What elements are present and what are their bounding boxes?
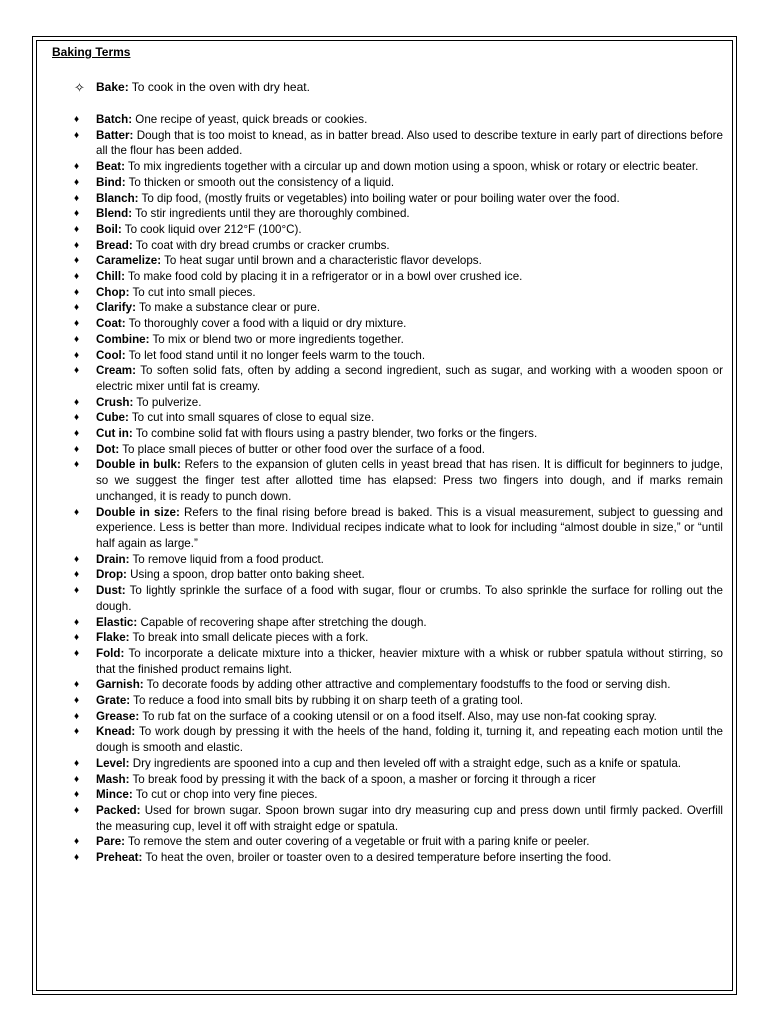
term-entry — [96, 206, 723, 222]
term-name: Cut in: — [96, 427, 133, 441]
term-definition: To incorporate a delicate mixture into a thicker, heavier mixture with a whisk or rubber spatula without stirring, so that the finished product remains light. — [96, 646, 723, 676]
diamond-bullet-icon: ♦ — [74, 726, 80, 738]
diamond-bullet-icon: ♦ — [74, 333, 80, 345]
term-definition: To cut into small squares of close to equal size. — [128, 411, 375, 425]
term-item — [74, 615, 723, 631]
term-name: Cube: — [96, 411, 129, 425]
diamond-bullet-icon: ♦ — [74, 412, 80, 424]
term-definition: Using a spoon, drop batter onto baking sheet. — [126, 568, 365, 582]
term-name: Crush: — [96, 395, 134, 409]
diamond-bullet-icon: ♦ — [74, 428, 80, 440]
term-name: Elastic: — [96, 615, 138, 629]
term-name: Caramelize: — [96, 254, 162, 268]
term-definition: To cook in the oven with dry heat. — [128, 80, 310, 94]
term-entry — [96, 363, 723, 394]
diamond-bullet-icon: ♦ — [74, 286, 80, 298]
term-item — [74, 724, 723, 755]
term-definition: To coat with dry bread crumbs or cracker crumbs. — [132, 238, 390, 252]
term-name: Combine: — [96, 332, 150, 346]
term-item — [74, 426, 723, 442]
term-name: Garnish: — [96, 678, 144, 692]
term-item — [74, 567, 723, 583]
term-name: Blend: — [96, 207, 133, 221]
term-entry — [96, 709, 723, 725]
term-item — [74, 363, 723, 394]
term-item — [74, 787, 723, 803]
term-definition: To heat sugar until brown and a characteristic flavor develops. — [161, 254, 482, 268]
term-definition: To cut into small pieces. — [129, 285, 256, 299]
term-name: Blanch: — [96, 191, 139, 205]
term-entry — [96, 175, 723, 191]
term-entry — [96, 834, 723, 850]
term-item — [74, 693, 723, 709]
term-definition: To dip food, (mostly fruits or vegetables) into boiling water or pour boiling water over the food. — [138, 191, 620, 205]
term-item — [74, 348, 723, 364]
term-name: Double in bulk: — [96, 458, 181, 472]
term-entry — [96, 395, 723, 411]
diamond-bullet-icon: ♦ — [74, 176, 80, 188]
term-definition: To remove liquid from a food product. — [129, 552, 324, 566]
term-item — [74, 316, 723, 332]
term-list — [74, 112, 723, 866]
diamond-bullet-icon: ♦ — [74, 459, 80, 471]
term-name: Grate: — [96, 694, 131, 708]
diamond-bullet-icon: ♦ — [74, 852, 80, 864]
diamond-bullet-icon: ♦ — [74, 553, 80, 565]
term-item — [74, 850, 723, 866]
term-entry — [96, 505, 723, 552]
term-entry — [96, 332, 723, 348]
term-definition: To lightly sprinkle the surface of a food with sugar, flour or crumbs. To also sprinkle the surface for rolling out the dough. — [96, 584, 723, 613]
diamond-bullet-icon: ♦ — [74, 255, 80, 267]
term-definition: To decorate foods by adding other attractive and complementary foodstuffs to the food or serving dish. — [143, 678, 671, 692]
term-definition: To thicken or smooth out the consistency of a liquid. — [125, 175, 395, 189]
term-name: Preheat: — [96, 851, 143, 865]
diamond-bullet-icon: ♦ — [74, 129, 80, 141]
diamond-bullet-icon: ♦ — [74, 443, 80, 455]
term-entry — [96, 787, 723, 803]
term-item — [74, 395, 723, 411]
term-item — [74, 159, 723, 175]
term-name: Double in size: — [96, 505, 180, 519]
diamond-bullet-icon: ♦ — [74, 506, 80, 518]
diamond-bullet-icon: ♦ — [74, 569, 80, 581]
term-name: Grease: — [96, 709, 140, 723]
diamond-bullet-icon: ♦ — [74, 710, 80, 722]
term-definition: To make a substance clear or pure. — [135, 301, 321, 315]
term-entry — [96, 772, 723, 788]
term-name: Fold: — [96, 646, 125, 660]
diamond-bullet-icon: ♦ — [74, 365, 80, 377]
term-entry — [96, 191, 723, 207]
term-item — [74, 803, 723, 834]
term-item — [74, 630, 723, 646]
term-item-bake — [74, 80, 724, 96]
term-name: Drop: — [96, 568, 127, 582]
term-definition: Dry ingredients are spooned into a cup and then leveled off with a straight edge, such as a knife or spatula. — [129, 756, 681, 770]
diamond-bullet-icon: ♦ — [74, 616, 80, 628]
term-entry — [96, 803, 723, 834]
term-definition: To break into small delicate pieces with a fork. — [129, 631, 369, 645]
diamond-bullet-icon: ♦ — [74, 773, 80, 785]
diamond-bullet-icon: ♦ — [74, 836, 80, 848]
term-definition: To cook liquid over 212°F (100°C). — [121, 222, 302, 236]
term-item — [74, 191, 723, 207]
term-entry — [96, 457, 723, 504]
term-item — [74, 834, 723, 850]
diamond-bullet-icon: ♦ — [74, 804, 80, 816]
term-name: Cool: — [96, 348, 126, 362]
diamond-bullet-icon: ♦ — [74, 318, 80, 330]
term-entry — [96, 724, 723, 755]
term-item — [74, 410, 723, 426]
term-definition: To place small pieces of butter or other food over the surface of a food. — [119, 442, 486, 456]
term-item — [74, 206, 723, 222]
term-entry — [96, 112, 723, 128]
term-name: Bind: — [96, 175, 126, 189]
diamond-bullet-icon: ♦ — [74, 695, 80, 707]
term-item — [74, 756, 723, 772]
term-name: Knead: — [96, 725, 136, 739]
term-definition: To let food stand until it no longer feels warm to the touch. — [125, 348, 426, 362]
page-title: Baking Terms — [52, 45, 131, 59]
term-entry — [96, 442, 723, 458]
diamond-bullet-icon: ♦ — [74, 585, 80, 597]
term-name: Drain: — [96, 552, 130, 566]
term-name: Mash: — [96, 772, 130, 786]
term-definition: To pulverize. — [133, 395, 202, 409]
term-entry — [96, 128, 723, 159]
term-entry — [96, 850, 723, 866]
term-entry — [96, 159, 723, 175]
term-name: Mince: — [96, 788, 133, 802]
term-name: Clarify: — [96, 301, 136, 315]
term-entry — [96, 348, 723, 364]
term-entry — [96, 253, 723, 269]
term-definition: Used for brown sugar. Spoon brown sugar into dry measuring cup and press down until firmly packed. Overfill the measuring cup, level it off with straight edge or spatula. — [96, 803, 723, 833]
diamond-bullet-icon: ♦ — [74, 239, 80, 251]
term-definition: To reduce a food into small bits by rubbing it on sharp teeth of a grating tool. — [130, 694, 524, 708]
diamond-bullet-icon: ♦ — [74, 757, 80, 769]
term-name: Dust: — [96, 584, 126, 598]
term-entry — [96, 693, 723, 709]
term-item — [74, 128, 723, 159]
term-item — [74, 253, 723, 269]
term-entry — [96, 756, 723, 772]
term-item — [74, 269, 723, 285]
term-name: Dot: — [96, 442, 120, 456]
star-bullet-icon: ✧ — [74, 80, 85, 95]
term-definition: To rub fat on the surface of a cooking utensil or on a food itself. Also, may use non-fat cooking spray. — [139, 709, 657, 723]
term-item — [74, 505, 723, 552]
term-definition: To work dough by pressing it with the heels of the hand, folding it, turning it, and repeating each motion until the dough is smooth and elastic. — [96, 725, 723, 755]
term-name: Flake: — [96, 631, 130, 645]
term-item — [74, 238, 723, 254]
term-definition: To thoroughly cover a food with a liquid or dry mixture. — [125, 317, 407, 331]
term-definition: To remove the stem and outer covering of a vegetable or fruit with a paring knife or peeler. — [125, 835, 590, 849]
term-definition: To soften solid fats, often by adding a second ingredient, such as sugar, and working with a wooden spoon or electric mixer until fat is creamy. — [96, 364, 723, 393]
term-item — [74, 709, 723, 725]
term-item — [74, 552, 723, 568]
diamond-bullet-icon: ♦ — [74, 647, 80, 659]
diamond-bullet-icon: ♦ — [74, 208, 80, 220]
term-name: Pare: — [96, 835, 126, 849]
term-definition: To cut or chop into very fine pieces. — [132, 788, 318, 802]
term-name: Beat: — [96, 160, 125, 174]
term-definition: To heat the oven, broiler or toaster oven to a desired temperature before inserting the food. — [142, 851, 612, 865]
diamond-bullet-icon: ♦ — [74, 161, 80, 173]
term-name: Batch: — [96, 113, 133, 126]
term-name: Packed: — [96, 803, 141, 817]
term-item — [74, 222, 723, 238]
term-definition: Capable of recovering shape after stretching the dough. — [137, 615, 427, 629]
term-definition: To combine solid fat with flours using a pastry blender, two forks or the fingers. — [132, 427, 538, 441]
term-item — [74, 677, 723, 693]
term-entry — [96, 426, 723, 442]
term-entry — [96, 222, 723, 238]
term-name: Coat: — [96, 317, 126, 331]
diamond-bullet-icon: ♦ — [74, 114, 80, 125]
term-item — [74, 583, 723, 614]
term-name: Level: — [96, 756, 130, 770]
term-item — [74, 112, 723, 128]
diamond-bullet-icon: ♦ — [74, 349, 80, 361]
diamond-bullet-icon: ♦ — [74, 396, 80, 408]
term-entry — [96, 677, 723, 693]
term-definition: Refers to the final rising before bread is baked. This is a visual measurement, subject to guessing and experience. Less is better than more. Individual recipes indicate what to look for including “almost double in size,” or “until half again as large.” — [96, 505, 723, 550]
term-name: Bake: — [96, 80, 129, 94]
term-entry — [96, 269, 723, 285]
term-item — [74, 332, 723, 348]
term-item — [74, 442, 723, 458]
diamond-bullet-icon: ♦ — [74, 632, 80, 644]
term-entry — [96, 238, 723, 254]
term-item — [74, 457, 723, 504]
term-name: Chop: — [96, 285, 130, 299]
diamond-bullet-icon: ♦ — [74, 679, 80, 691]
diamond-bullet-icon: ♦ — [74, 192, 80, 204]
diamond-bullet-icon: ♦ — [74, 223, 80, 235]
term-entry — [96, 583, 723, 614]
term-name: Bread: — [96, 238, 133, 252]
term-entry — [96, 615, 723, 631]
term-item — [74, 300, 723, 316]
diamond-bullet-icon: ♦ — [74, 271, 80, 283]
term-entry — [96, 567, 723, 583]
diamond-bullet-icon: ♦ — [74, 789, 80, 801]
term-entry — [96, 316, 723, 332]
term-definition: To mix ingredients together with a circular up and down motion using a spoon, whisk or rotary or electric beater. — [125, 160, 699, 174]
term-entry — [96, 552, 723, 568]
term-definition: To mix or blend two or more ingredients together. — [149, 332, 404, 346]
term-definition: One recipe of yeast, quick breads or cookies. — [132, 113, 368, 126]
term-entry — [96, 630, 723, 646]
term-item — [74, 646, 723, 677]
term-entry — [96, 80, 724, 96]
term-item — [74, 772, 723, 788]
term-name: Cream: — [96, 364, 136, 378]
term-item — [74, 175, 723, 191]
term-name: Chill: — [96, 270, 125, 284]
term-definition: Refers to the expansion of gluten cells in yeast bread that has risen. It is difficult for beginners to judge, so we suggest the finger test after allotted time has elapsed: Press two fingers into dough, and if marks remain unchanged, it is ready to punch down. — [96, 458, 723, 503]
term-entry — [96, 300, 723, 316]
term-definition: Dough that is too moist to knead, as in batter bread. Also used to describe texture in early part of directions before all the flour has been added. — [96, 128, 723, 158]
term-name: Boil: — [96, 222, 122, 236]
term-item — [74, 285, 723, 301]
term-entry — [96, 410, 723, 426]
diamond-bullet-icon: ♦ — [74, 302, 80, 314]
term-definition: To stir ingredients until they are thoroughly combined. — [132, 207, 410, 221]
term-name: Batter: — [96, 128, 134, 142]
term-entry — [96, 646, 723, 677]
term-definition: To break food by pressing it with the back of a spoon, a masher or forcing it through a ricer — [129, 772, 596, 786]
term-definition: To make food cold by placing it in a refrigerator or in a bowl over crushed ice. — [124, 270, 523, 284]
term-entry — [96, 285, 723, 301]
